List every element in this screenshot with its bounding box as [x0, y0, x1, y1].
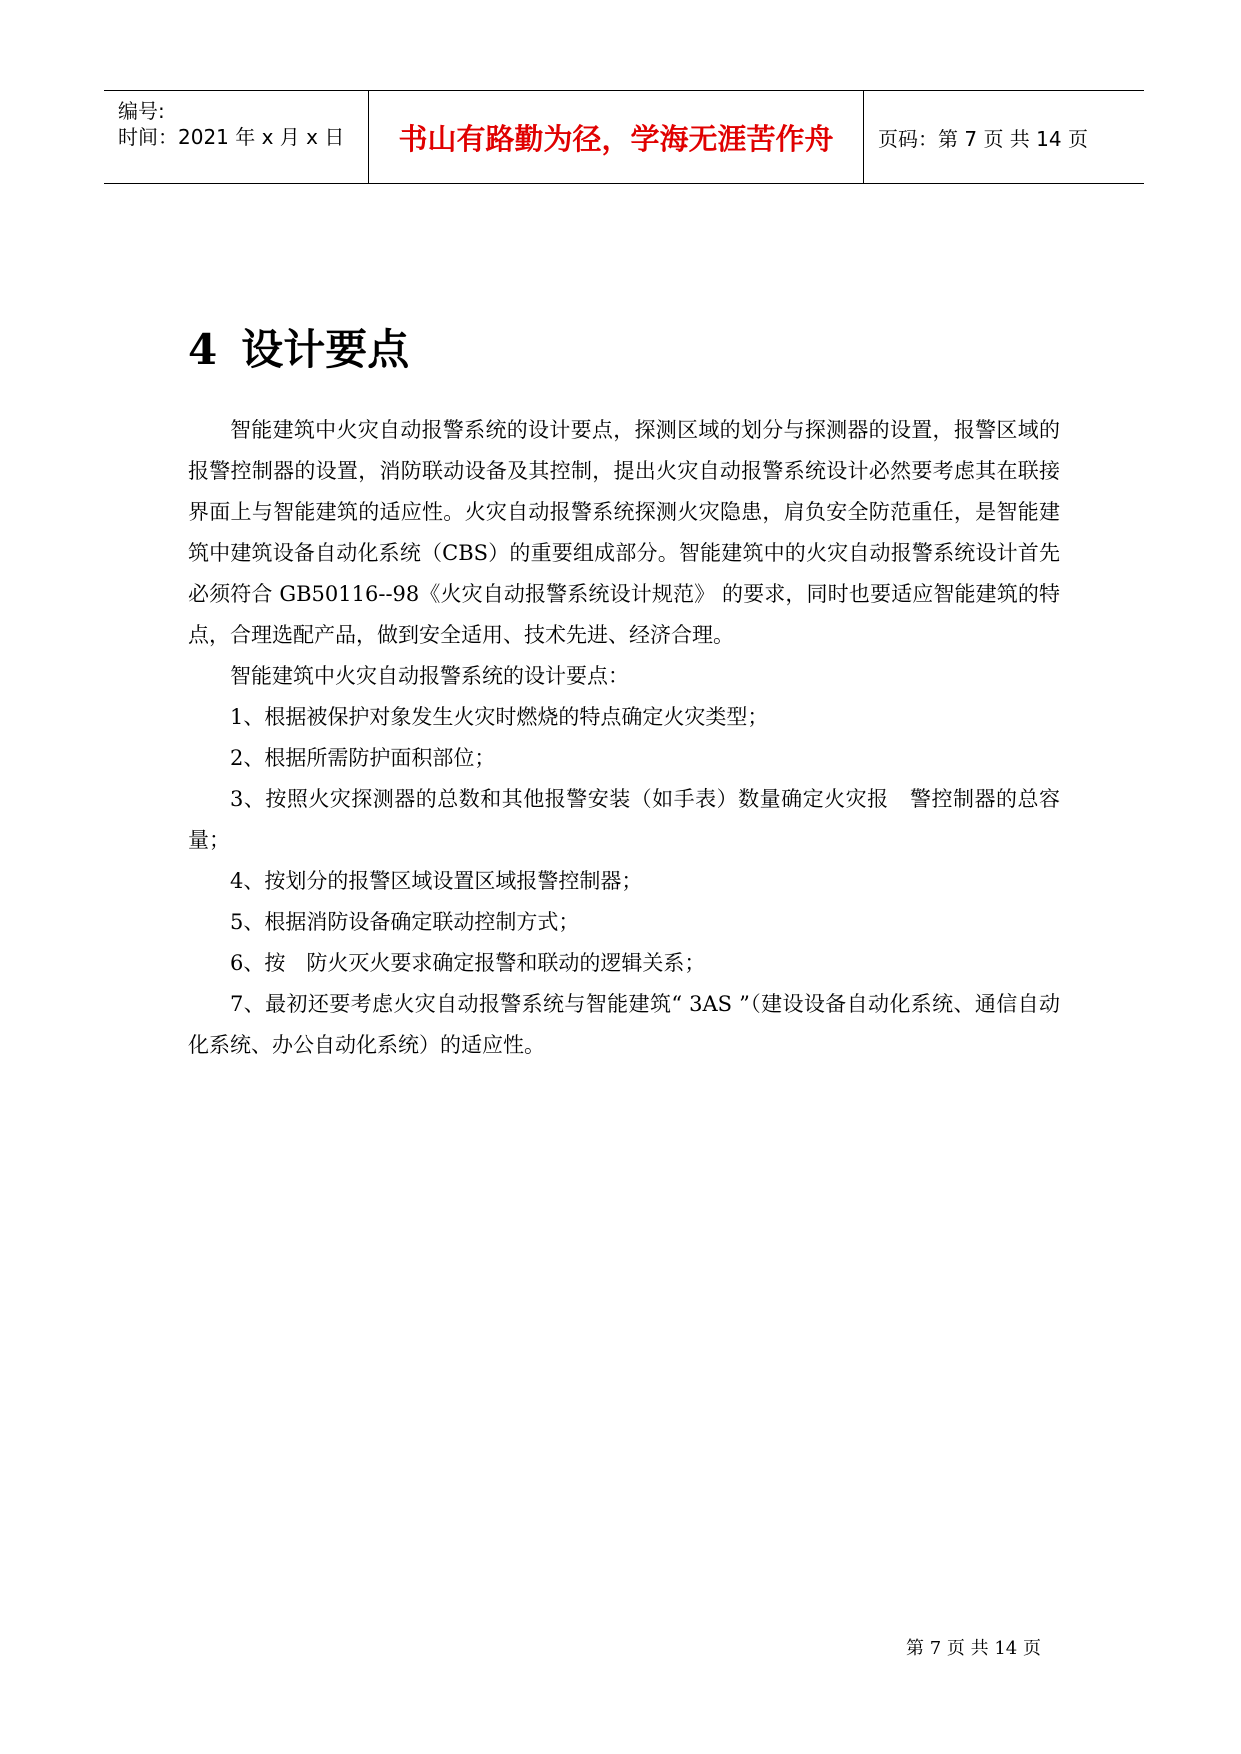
- list-item-3: 3、按照火灾探测器的总数和其他报警安装（如手表）数量确定火灾报 警控制器的总容量；: [188, 787, 1060, 852]
- header-page-cell: [864, 91, 1144, 183]
- date-label: 时间：2021 年 x 月 x 日: [118, 125, 345, 149]
- section-title: 设计要点: [241, 325, 410, 374]
- list-item-1: 1、根据被保护对象发生火灾时燃烧的特点确定火灾类型；: [230, 705, 769, 729]
- points-intro: 智能建筑中火灾自动报警系统的设计要点：: [230, 664, 629, 688]
- list-item-4: 4、按划分的报警区域设置区域报警控制器；: [230, 869, 643, 893]
- list-item-5: 5、根据消防设备确定联动控制方式；: [230, 910, 580, 934]
- header-motto-cell: [369, 91, 864, 183]
- page-footer: 第 7 页 共 14 页: [906, 1638, 1041, 1659]
- body-text: [188, 410, 1060, 1066]
- serial-number-label: 编号:: [118, 99, 165, 123]
- section-number: 4: [188, 325, 218, 374]
- list-item-6: 6、按 防火灭火要求确定报警和联动的逻辑关系；: [230, 951, 706, 975]
- section-heading: [188, 317, 409, 377]
- header-info-cell: [104, 91, 369, 183]
- list-item-7: 7、最初还要考虑火灾自动报警系统与智能建筑“ 3AS ”（建设设备自动化系统、通信自动化系统、办公自动化系统）的适应性。: [188, 992, 1060, 1057]
- intro-paragraph: 智能建筑中火灾自动报警系统的设计要点，探测区域的划分与探测器的设置，报警区域的报警控制器的设置，消防联动设备及其控制，提出火灾自动报警系统设计必然要考虑其在联接界面上与智能建筑的适应性。火灾自动报警系统探测火灾隐患，肩负安全防范重任，是智能建筑中建筑设备自动化系统（CBS）的重要组成部分。智能建筑中的火灾自动报警系统设计首先必须符合 GB50116--98《火灾自动报警系统设计规范》 的要求，同时也要适应智能建筑的特点，合理选配产品，做到安全适用、技术先进、经济合理。: [188, 418, 1060, 647]
- header-page-code: 页码：第 7 页 共 14 页: [878, 127, 1088, 151]
- motto-text: 书山有路勤为径，学海无涯苦作舟: [398, 122, 834, 156]
- list-item-2: 2、根据所需防护面积部位；: [230, 746, 496, 770]
- page-header: [104, 90, 1144, 184]
